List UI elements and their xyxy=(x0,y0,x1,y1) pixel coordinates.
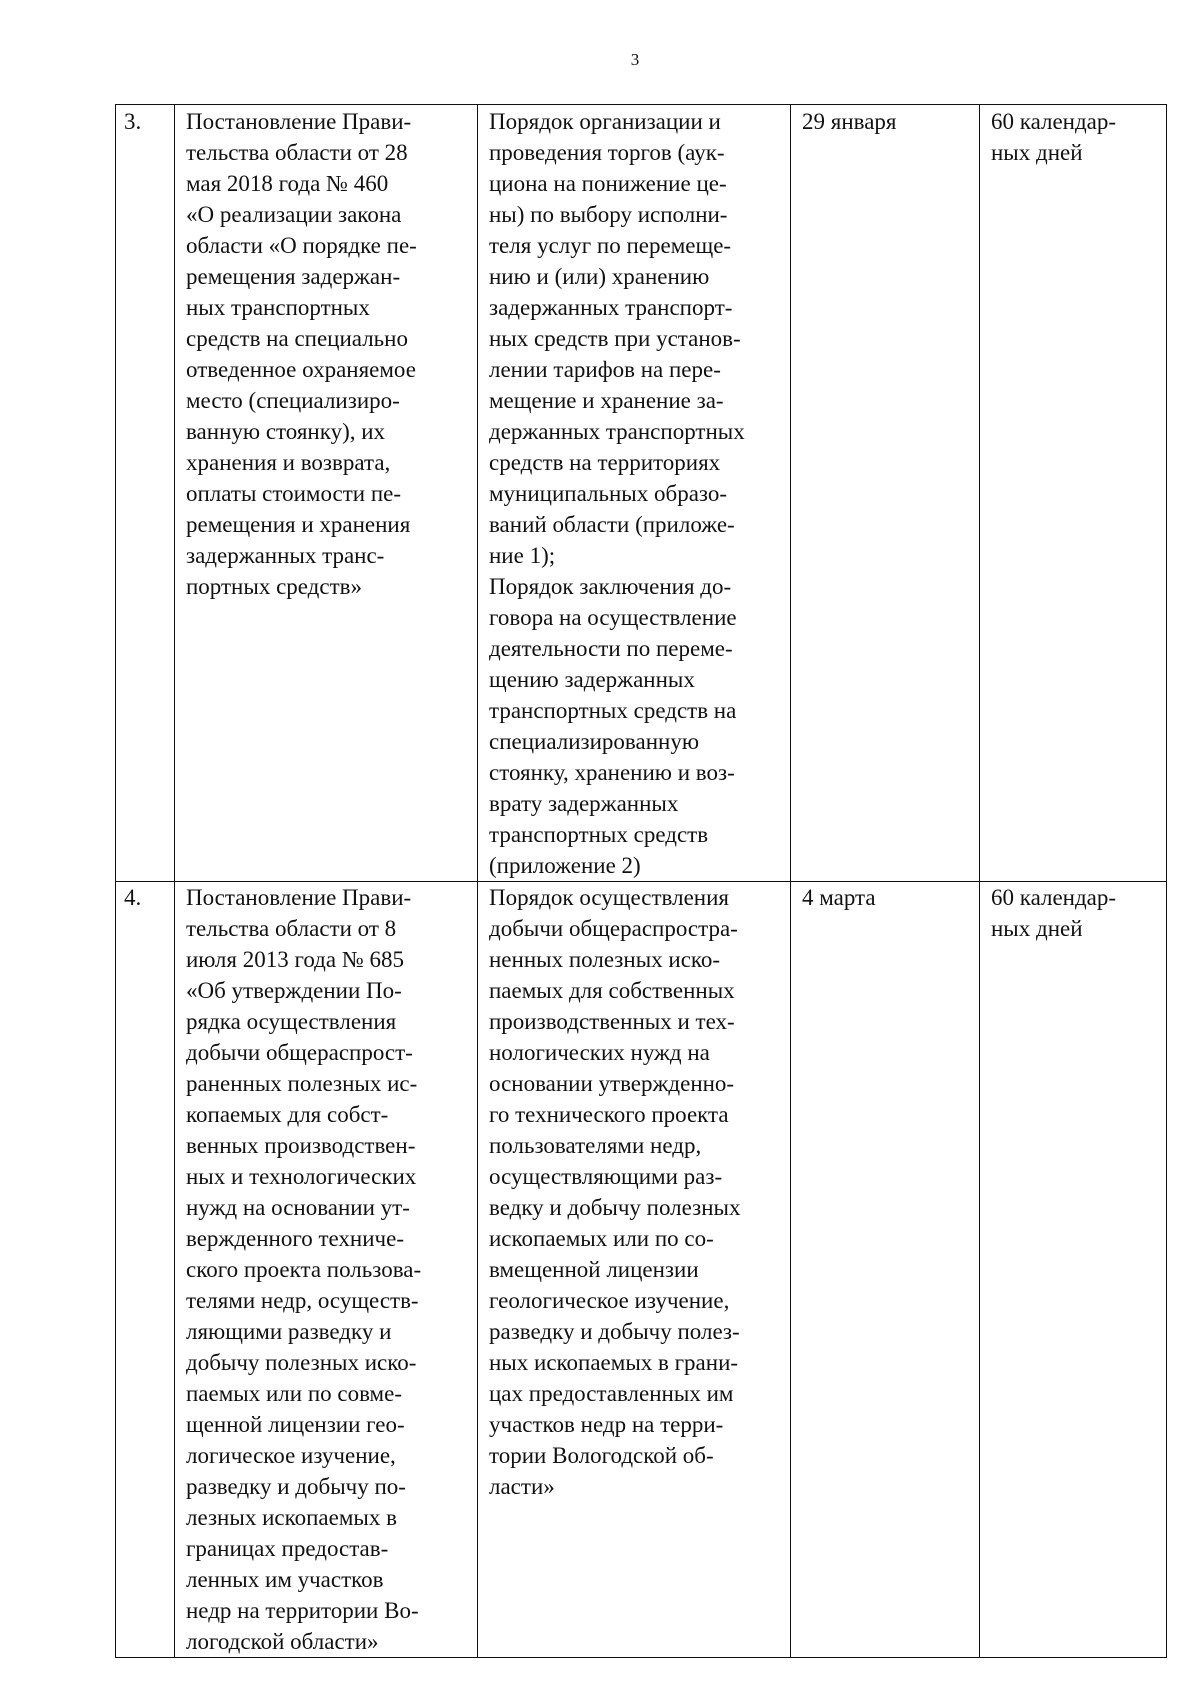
text-line: «О реализации закона xyxy=(186,202,402,227)
text-line: области «О порядке пе- xyxy=(186,233,417,258)
text-line: паемых или по совме- xyxy=(186,1381,402,1406)
text-line: добычи общераспростра- xyxy=(489,916,738,941)
text-line: хранения и возврата, xyxy=(186,450,391,475)
text-line: мещение и хранение за- xyxy=(489,388,724,413)
text-line: раненных полезных ис- xyxy=(186,1071,418,1096)
text-line: ископаемых или по со- xyxy=(489,1226,714,1251)
text-line: ных средств при установ- xyxy=(489,326,741,351)
text-line: производственных и тех- xyxy=(489,1009,735,1034)
text-line: «Об утверждении По- xyxy=(186,978,402,1003)
text-line: ленных им участков xyxy=(186,1567,384,1592)
table-row xyxy=(116,882,1167,1658)
text-line: ского проекта пользова- xyxy=(186,1257,422,1282)
text-line: ремещения и хранения xyxy=(186,512,411,537)
period-text xyxy=(980,882,1166,944)
text-line: 60 календар- xyxy=(991,109,1117,134)
text-line: проведения торгов (аук- xyxy=(489,140,725,165)
text-line: щенной лицензии гео- xyxy=(186,1412,405,1437)
act-cell xyxy=(175,105,478,882)
text-line: держанных транспортных xyxy=(489,419,745,444)
text-line: логодской области» xyxy=(186,1629,379,1654)
text-line: рядка осуществления xyxy=(186,1009,397,1034)
subject-cell xyxy=(478,105,791,882)
text-line: нологических нужд на xyxy=(489,1040,710,1065)
text-line: тельства области от 8 xyxy=(186,916,397,941)
text-line: Постановление Прави- xyxy=(186,885,412,910)
text-line: ных ископаемых в грани- xyxy=(489,1350,739,1375)
text-line: средств на специально xyxy=(186,326,408,351)
text-line: Порядок осуществления xyxy=(489,885,729,910)
row-number-cell xyxy=(116,882,175,1658)
text-line: транспортных средств xyxy=(489,822,709,847)
row-number: 4. xyxy=(124,885,142,910)
text-line: ны) по выбору исполни- xyxy=(489,202,728,227)
table-row xyxy=(116,105,1167,882)
text-line: тельства области от 28 xyxy=(186,140,408,165)
text-line: муниципальных образо- xyxy=(489,481,728,506)
text-line: портных средств» xyxy=(186,574,363,599)
text-line: разведку и добычу полез- xyxy=(489,1319,740,1344)
text-line: Порядок организации и xyxy=(489,109,721,134)
row-number-cell xyxy=(116,105,175,882)
text-line: ненных полезных иско- xyxy=(489,947,721,972)
text-line: стоянку, хранению и воз- xyxy=(489,760,735,785)
text-line: ведку и добычу полезных xyxy=(489,1195,741,1220)
text-line: границах предостав- xyxy=(186,1536,389,1561)
text-line: оплаты стоимости пе- xyxy=(186,481,402,506)
subject-text xyxy=(478,105,790,881)
text-line: ляющими разведку и xyxy=(186,1319,392,1344)
subject-text xyxy=(478,882,790,1502)
text-line: врату задержанных xyxy=(489,791,679,816)
text-line: теля услуг по перемеще- xyxy=(489,233,732,258)
text-line: геологическое изучение, xyxy=(489,1288,730,1313)
text-line: осуществляющими раз- xyxy=(489,1164,723,1189)
text-line: разведку и добычу по- xyxy=(186,1474,406,1499)
act-text xyxy=(175,105,477,602)
row-number: 3. xyxy=(124,109,142,134)
text-line: нужд на основании ут- xyxy=(186,1195,410,1220)
text-line: ных транспортных xyxy=(186,295,370,320)
text-line: паемых для собственных xyxy=(489,978,735,1003)
text-line: ние 1); xyxy=(489,543,556,568)
text-line: циона на понижение це- xyxy=(489,171,727,196)
text-line: основании утвержденно- xyxy=(489,1071,735,1096)
text-line: нию и (или) хранению xyxy=(489,264,710,289)
text-line: 60 календар- xyxy=(991,885,1117,910)
text-line: (приложение 2) xyxy=(489,853,641,878)
text-line: Порядок заключения до- xyxy=(489,574,732,599)
period-text xyxy=(980,105,1166,168)
text-line: телями недр, осуществ- xyxy=(186,1288,419,1313)
text-line: добычи общераспрост- xyxy=(186,1040,413,1065)
text-line: лении тарифов на пере- xyxy=(489,357,721,382)
text-line: логическое изучение, xyxy=(186,1443,396,1468)
text-line: пользователями недр, xyxy=(489,1133,702,1158)
text-line: место (специализиро- xyxy=(186,388,400,413)
registry-table xyxy=(115,104,1167,1658)
text-line: ваний области (приложе- xyxy=(489,512,735,537)
text-line: цах предоставленных им xyxy=(489,1381,734,1406)
text-line: задержанных транспорт- xyxy=(489,295,733,320)
text-line: тории Вологодской об- xyxy=(489,1443,714,1468)
date-text: 4 марта xyxy=(802,885,876,910)
text-line: вержденного техниче- xyxy=(186,1226,404,1251)
date-text: 29 января xyxy=(802,109,897,134)
text-line: средств на территориях xyxy=(489,450,721,475)
text-line: копаемых для собст- xyxy=(186,1102,389,1127)
text-line: задержанных транс- xyxy=(186,543,385,568)
text-line: ных дней xyxy=(991,140,1083,165)
text-line: июля 2013 года № 685 xyxy=(186,947,405,972)
text-line: добычу полезных иско- xyxy=(186,1350,417,1375)
act-cell xyxy=(175,882,478,1658)
text-line: деятельности по переме- xyxy=(489,636,733,661)
text-line: щению задержанных xyxy=(489,667,695,692)
subject-cell xyxy=(478,882,791,1658)
act-text xyxy=(175,882,477,1657)
text-line: ласти» xyxy=(489,1474,555,1499)
text-line: недр на территории Во- xyxy=(186,1598,419,1623)
text-line: го технического проекта xyxy=(489,1102,729,1127)
text-line: ных дней xyxy=(991,916,1083,941)
period-cell xyxy=(980,882,1167,1658)
date-cell xyxy=(791,882,980,1658)
text-line: отведенное охраняемое xyxy=(186,357,416,382)
text-line: вмещенной лицензии xyxy=(489,1257,699,1282)
page-number: 3 xyxy=(630,50,640,69)
text-line: специализированную xyxy=(489,729,699,754)
text-line: ремещения задержан- xyxy=(186,264,401,289)
text-line: мая 2018 года № 460 xyxy=(186,171,389,196)
text-line: говора на осуществление xyxy=(489,605,737,630)
date-cell xyxy=(791,105,980,882)
text-line: Постановление Прави- xyxy=(186,109,412,134)
text-line: участков недр на терри- xyxy=(489,1412,724,1437)
text-line: ных и технологических xyxy=(186,1164,417,1189)
text-line: лезных ископаемых в xyxy=(186,1505,397,1530)
text-line: венных производствен- xyxy=(186,1133,416,1158)
text-line: ванную стоянку), их xyxy=(186,419,386,444)
period-cell xyxy=(980,105,1167,882)
text-line: транспортных средств на xyxy=(489,698,737,723)
